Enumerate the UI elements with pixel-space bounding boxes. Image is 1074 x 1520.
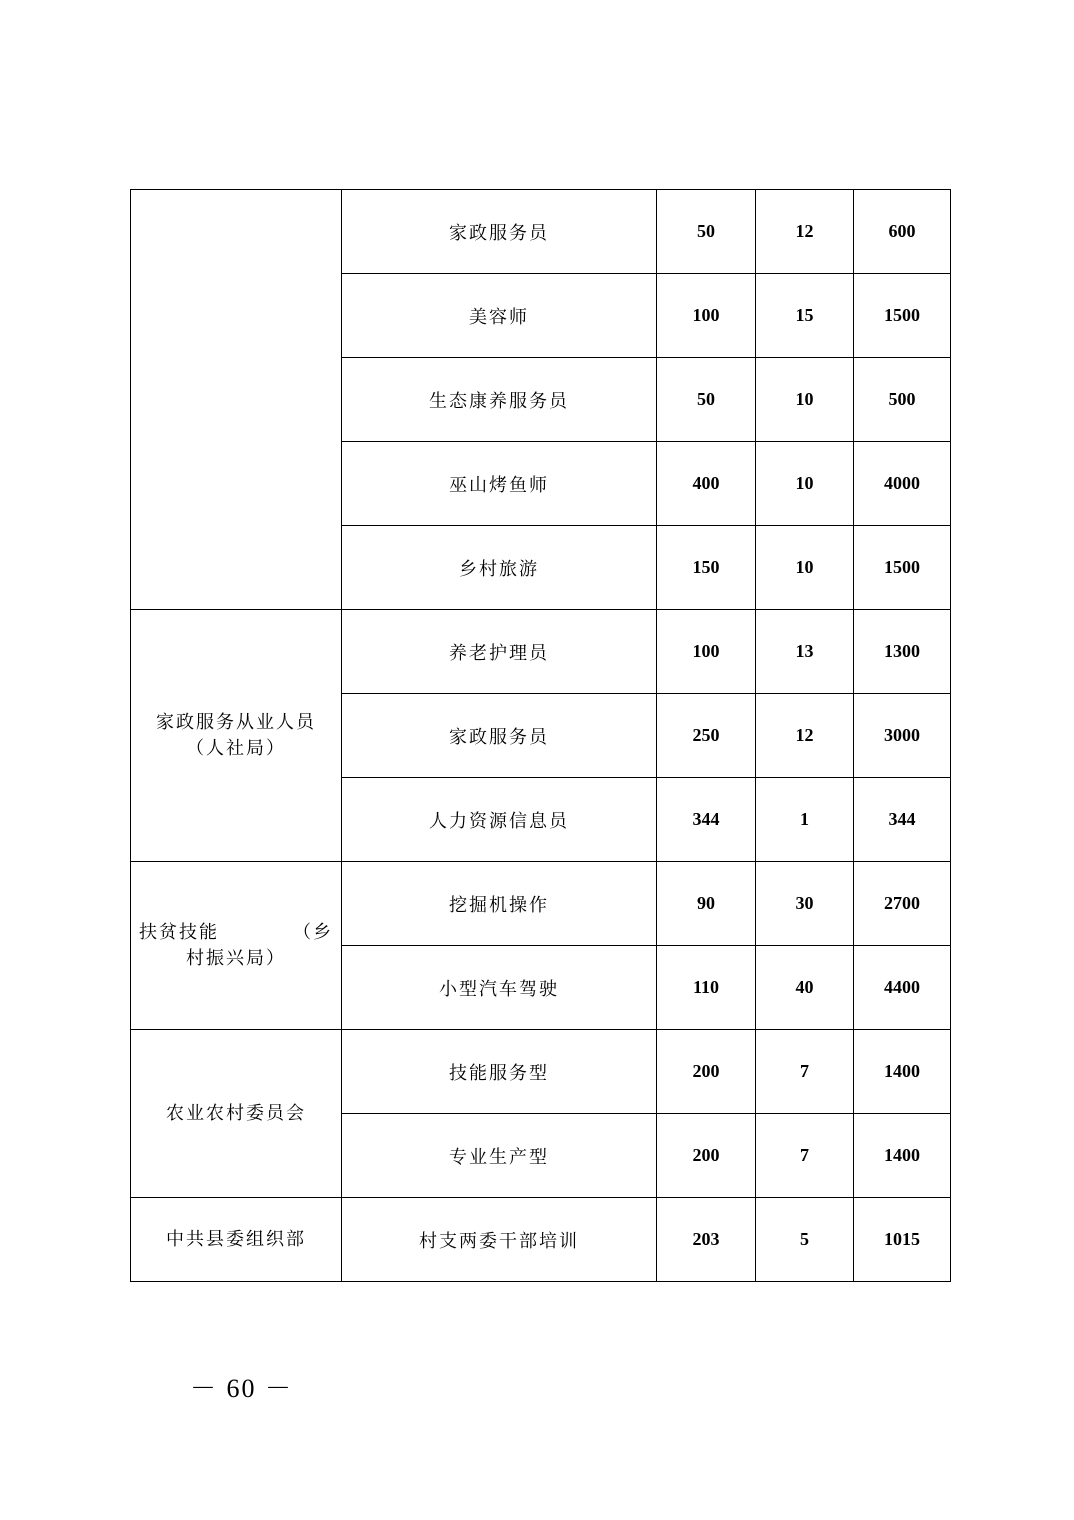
- course-name-cell: 技能服务型: [342, 1030, 657, 1114]
- department-line-1: [139, 920, 333, 946]
- trainee-count-cell: 200: [657, 1114, 756, 1198]
- department-cell: [131, 862, 342, 1030]
- course-name-cell: 家政服务员: [342, 190, 657, 274]
- department-text: 扶贫技能: [139, 921, 219, 943]
- trainee-count-cell: 344: [657, 778, 756, 862]
- course-name-cell: 专业生产型: [342, 1114, 657, 1198]
- department-text: （乡: [293, 921, 333, 943]
- trainee-count-cell: 110: [657, 946, 756, 1030]
- person-days-cell: 1500: [854, 526, 951, 610]
- course-name-cell: 巫山烤鱼师: [342, 442, 657, 526]
- training-days-cell: 15: [756, 274, 854, 358]
- person-days-cell: 500: [854, 358, 951, 442]
- department-cell: [131, 190, 342, 610]
- course-name-cell: 村支两委干部培训: [342, 1198, 657, 1282]
- training-plan-table: [130, 189, 951, 1282]
- table-row: [131, 190, 951, 274]
- person-days-cell: 4400: [854, 946, 951, 1030]
- course-name-cell: 生态康养服务员: [342, 358, 657, 442]
- person-days-cell: 4000: [854, 442, 951, 526]
- training-days-cell: 12: [756, 694, 854, 778]
- training-days-cell: 7: [756, 1114, 854, 1198]
- department-line-2: 村振兴局）: [186, 947, 286, 969]
- course-name-cell: 小型汽车驾驶: [342, 946, 657, 1030]
- department-cell: 中共县委组织部: [131, 1198, 342, 1282]
- training-days-cell: 30: [756, 862, 854, 946]
- trainee-count-cell: 90: [657, 862, 756, 946]
- course-name-cell: 人力资源信息员: [342, 778, 657, 862]
- trainee-count-cell: 50: [657, 190, 756, 274]
- trainee-count-cell: 100: [657, 610, 756, 694]
- person-days-cell: 2700: [854, 862, 951, 946]
- trainee-count-cell: 50: [657, 358, 756, 442]
- trainee-count-cell: 250: [657, 694, 756, 778]
- course-name-cell: 养老护理员: [342, 610, 657, 694]
- training-days-cell: 12: [756, 190, 854, 274]
- table-row: [131, 610, 951, 694]
- person-days-cell: 600: [854, 190, 951, 274]
- training-days-cell: 7: [756, 1030, 854, 1114]
- course-name-cell: 乡村旅游: [342, 526, 657, 610]
- trainee-count-cell: 100: [657, 274, 756, 358]
- person-days-cell: 1400: [854, 1030, 951, 1114]
- table-row: [131, 1030, 951, 1114]
- training-days-cell: 40: [756, 946, 854, 1030]
- course-name-cell: 美容师: [342, 274, 657, 358]
- department-cell: 家政服务从业人员（人社局）: [131, 610, 342, 862]
- table-row: [131, 862, 951, 946]
- training-days-cell: 13: [756, 610, 854, 694]
- person-days-cell: 1500: [854, 274, 951, 358]
- trainee-count-cell: 150: [657, 526, 756, 610]
- person-days-cell: 344: [854, 778, 951, 862]
- training-days-cell: 10: [756, 358, 854, 442]
- person-days-cell: 3000: [854, 694, 951, 778]
- person-days-cell: 1015: [854, 1198, 951, 1282]
- trainee-count-cell: 203: [657, 1198, 756, 1282]
- person-days-cell: 1400: [854, 1114, 951, 1198]
- training-days-cell: 1: [756, 778, 854, 862]
- trainee-count-cell: 400: [657, 442, 756, 526]
- person-days-cell: 1300: [854, 610, 951, 694]
- course-name-cell: 家政服务员: [342, 694, 657, 778]
- trainee-count-cell: 200: [657, 1030, 756, 1114]
- page-number: － 60 －: [190, 1374, 294, 1403]
- course-name-cell: 挖掘机操作: [342, 862, 657, 946]
- training-days-cell: 10: [756, 442, 854, 526]
- department-cell: 农业农村委员会: [131, 1030, 342, 1198]
- table-row: [131, 1198, 951, 1282]
- training-days-cell: 5: [756, 1198, 854, 1282]
- training-days-cell: 10: [756, 526, 854, 610]
